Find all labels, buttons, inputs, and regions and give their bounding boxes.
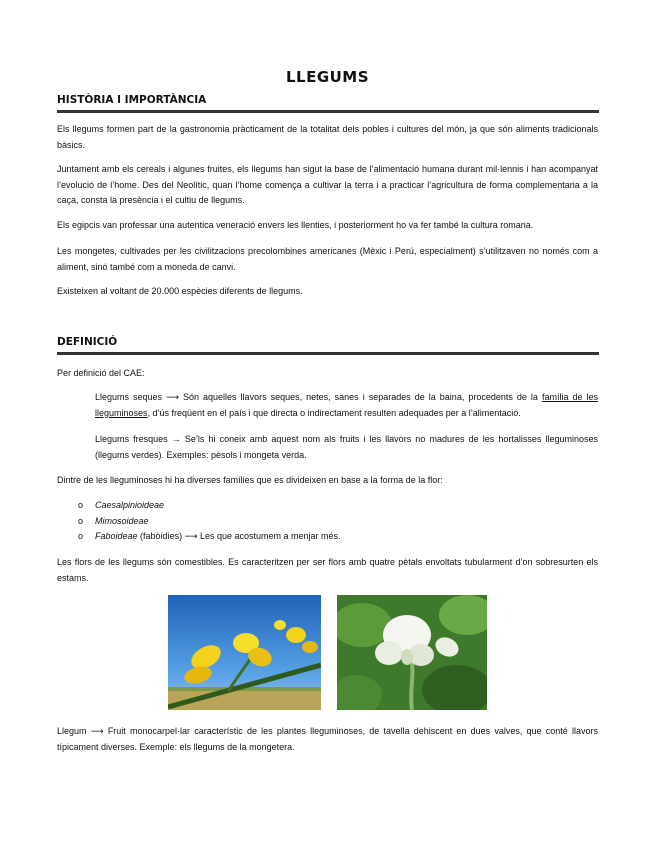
family-name: Mimosoideae: [95, 515, 149, 526]
yellow-flower-illustration: [168, 595, 321, 710]
family-note: (fabòidies) ⟶ Les que acostumem a menjar més.: [137, 531, 341, 541]
white-pea-flower-photo: [337, 595, 487, 710]
legum-definition: Llegum ⟶ Fruit monocarpel·lar característic de les plantes lleguminoses, de tavella dehiscent en dues valves, que conté llavors típicament diverses. Exemple: els llegums de la mongetera.: [57, 726, 598, 752]
families-list: [60, 498, 341, 545]
flowers-paragraph: Les flors de les llegums són comestibles. Es caracteritzen per ser flors amb quatre pètals envoltats tubularment d’on sobresurten els estams.: [57, 557, 598, 583]
families-intro: Dintre de les lleguminoses hi ha diverses famílies que es divideixen en base a la forma de la flor:: [57, 475, 443, 485]
bullet-icon: o: [78, 515, 84, 526]
definition-fresh-legumes: Llegums fresques → Se’ls hi coneix amb aquest nom als fruits i les llavors no madures de les hortalisses lleguminoses (llegums verdes). Exemples: pèsols i mongeta verda.: [95, 434, 598, 460]
bullet-icon: o: [78, 531, 84, 541]
paragraph-history-5: Existeixen al voltant de 20.000 espècies diferents de llegums.: [57, 286, 303, 296]
family-link[interactable]: família de les lleguminoses: [95, 392, 598, 418]
white-flower-illustration: [337, 595, 487, 710]
paragraph-history-3: Els egipcis van professar una autentica veneració envers les llenties, i posteriorment ho va fer també la cultura romana.: [57, 220, 534, 230]
section-heading-history: HISTÒRIA I IMPORTÀNCIA: [57, 94, 599, 113]
list-item: [60, 498, 341, 514]
definition-intro: Per definició del CAE:: [57, 368, 145, 378]
yellow-legume-flower-photo: [168, 595, 321, 710]
page-title: LLEGUMS: [285, 68, 370, 86]
section-heading-definition: DEFINICIÓ: [57, 336, 599, 355]
list-item: [60, 514, 341, 530]
family-name: Faboideae: [95, 531, 138, 541]
definition-dry-text-before: Llegums seques ⟶ Són aquelles llavors seques, netes, sanes i separades de la baina, procedents de la: [95, 392, 542, 402]
definition-dry-legumes: [95, 390, 598, 421]
bullet-icon: o: [78, 500, 84, 510]
list-item: [60, 529, 341, 545]
family-name: Caesalpinioideae: [95, 500, 165, 510]
paragraph-history-4: Les mongetes, cultivades per les civilitzacions precolombines americanes (Mèxic i Perú, especialment) s’utilitzaven no només com a aliment, sinó també com a moneda de canvi.: [57, 246, 598, 272]
paragraph-history-1: Els llegums formen part de la gastronomia pràcticament de la totalitat dels pobles i cultures del món, ja que són aliments tradicionals bàsics.: [57, 124, 598, 150]
paragraph-history-2: Juntament amb els cereals i algunes fruites, els llegums han sigut la base de l’alimentació humana durant mil·lennis i han acompanyat l’evolució de l’home. Des del Neolític, quan l’home comença a cultivar la terra i a practicar l’agricultura de forma complementaria a la caça, consta la presència i el cultiu de llegums.: [57, 164, 598, 205]
definition-dry-text-after: , d’ús freqüent en el país i que directa o indirectament resulten adequades per a l’alimentació.: [147, 407, 521, 418]
